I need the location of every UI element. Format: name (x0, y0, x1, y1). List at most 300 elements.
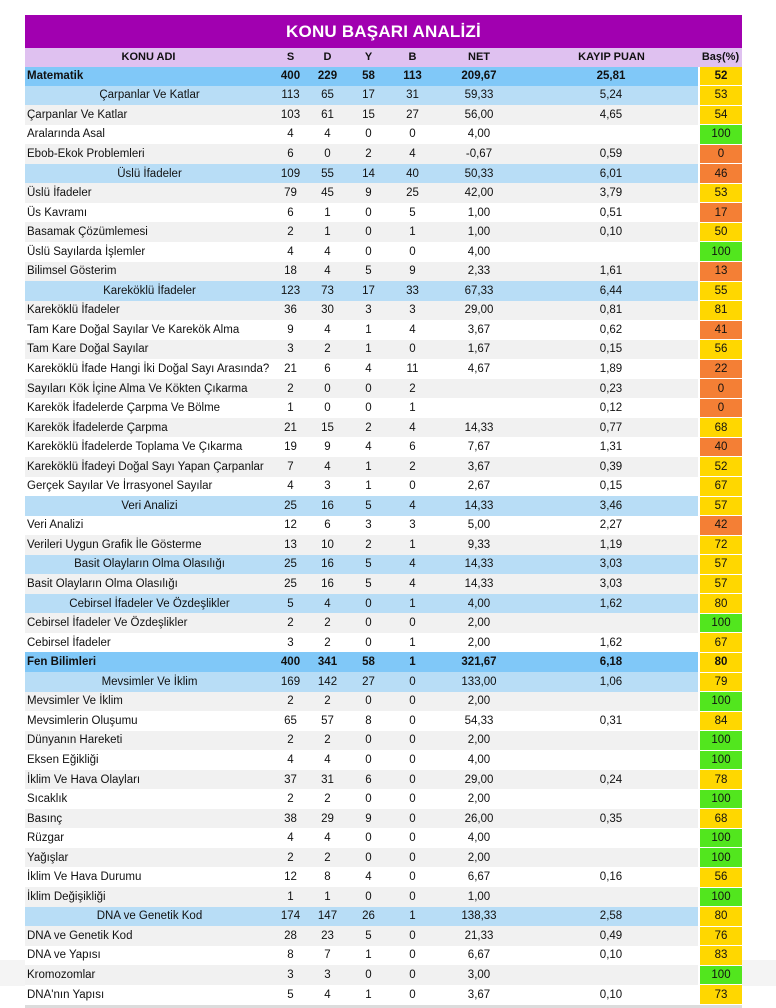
topic-name-cell: DNA ve Genetik Kod (96, 910, 203, 923)
questions-count-cell: 19 (284, 441, 297, 454)
blank-count-cell: 31 (406, 89, 419, 102)
group-row (25, 496, 742, 516)
group-row (25, 672, 742, 692)
success-percent-cell: 53 (699, 86, 742, 106)
blank-count-cell: 1 (409, 226, 416, 239)
correct-count-cell: 16 (321, 578, 334, 591)
correct-count-cell: 2 (324, 734, 331, 747)
success-percent-cell: 56 (699, 340, 742, 360)
table-row (25, 262, 742, 282)
correct-count-cell: 9 (324, 441, 331, 454)
blank-count-cell: 4 (409, 323, 416, 336)
blank-count-cell: 1 (409, 656, 416, 669)
blank-count-cell: 25 (406, 187, 419, 200)
group-row (25, 281, 742, 301)
questions-count-cell: 65 (284, 714, 297, 727)
correct-count-cell: 29 (321, 812, 334, 825)
questions-count-cell: 3 (287, 968, 294, 981)
lost-points-cell: 1,31 (599, 441, 623, 454)
net-cell: 14,33 (464, 578, 494, 591)
correct-count-cell: 2 (324, 343, 331, 356)
topic-name-cell: Üslü İfadeler (27, 187, 92, 200)
blank-count-cell: 0 (409, 871, 416, 884)
wrong-count-cell: 0 (365, 636, 372, 649)
success-percent-cell: 81 (699, 301, 742, 321)
questions-count-cell: 400 (280, 70, 301, 83)
topic-name-cell: İklim Ve Hava Olayları (27, 773, 141, 786)
correct-count-cell: 4 (324, 753, 331, 766)
questions-count-cell: 6 (287, 148, 294, 160)
questions-count-cell: 3 (287, 636, 294, 649)
net-cell: 4,00 (467, 128, 491, 141)
correct-count-cell: 341 (317, 656, 338, 669)
success-percent-cell: 100 (699, 731, 742, 751)
table-header-row (25, 48, 742, 67)
wrong-count-cell: 26 (362, 910, 375, 923)
net-cell: 6,67 (467, 949, 491, 962)
correct-count-cell: 8 (324, 871, 331, 884)
success-percent-cell: 68 (699, 418, 742, 438)
correct-count-cell: 3 (324, 480, 331, 493)
success-percent-cell: 40 (699, 437, 742, 457)
success-percent-cell: 41 (699, 320, 742, 340)
header-net: NET (468, 51, 490, 64)
correct-count-cell: 4 (324, 460, 331, 473)
blank-count-cell: 4 (409, 578, 416, 591)
questions-count-cell: 1 (287, 890, 294, 903)
success-percent-cell: 55 (699, 281, 742, 301)
topic-name-cell: Üslü İfadeler (117, 167, 182, 180)
correct-count-cell: 16 (321, 499, 334, 512)
table-row (25, 828, 742, 848)
table-row (25, 203, 742, 223)
success-analysis-sheet (25, 15, 742, 1008)
topic-name-cell: Matematik (27, 70, 84, 83)
table-bottom-border (25, 1005, 742, 1008)
questions-count-cell: 21 (284, 421, 297, 434)
correct-count-cell: 7 (324, 949, 331, 962)
subject-row (25, 67, 742, 86)
correct-count-cell: 2 (324, 617, 331, 630)
correct-count-cell: 1 (324, 206, 331, 219)
table-row (25, 105, 742, 125)
topic-name-cell: Basamak Çözümlemesi (27, 226, 148, 239)
wrong-count-cell: 1 (365, 949, 372, 962)
header-success-percent: Baş(%) (701, 51, 740, 64)
blank-count-cell: 4 (409, 421, 416, 434)
table-row (25, 418, 742, 438)
blank-count-cell: 0 (409, 734, 416, 747)
success-percent-cell: 67 (699, 633, 742, 653)
lost-points-cell: 0,35 (599, 812, 623, 825)
blank-count-cell: 0 (409, 949, 416, 962)
topic-name-cell: Karekök İfadelerde Çarpma Ve Bölme (27, 402, 221, 415)
wrong-count-cell: 0 (365, 245, 372, 258)
net-cell: 321,67 (461, 656, 497, 669)
wrong-count-cell: 0 (365, 695, 372, 708)
correct-count-cell: 4 (324, 245, 331, 258)
success-percent-cell: 0 (699, 379, 742, 399)
correct-count-cell: 0 (324, 402, 331, 415)
table-row (25, 926, 742, 946)
lost-points-cell: 1,62 (599, 597, 623, 610)
net-cell: 7,67 (467, 441, 491, 454)
group-row (25, 86, 742, 106)
table-row (25, 731, 742, 751)
correct-count-cell: 142 (317, 675, 338, 688)
success-percent-cell: 46 (699, 164, 742, 184)
blank-count-cell: 0 (409, 753, 416, 766)
topic-name-cell: Çarpanlar Ve Katlar (99, 89, 200, 102)
net-cell: 4,00 (467, 753, 491, 766)
success-percent-cell: 100 (699, 887, 742, 907)
questions-count-cell: 12 (284, 871, 297, 884)
lost-points-cell: 3,03 (599, 578, 623, 591)
topic-name-cell: Eksen Eğikliği (27, 753, 99, 766)
lost-points-cell (524, 965, 699, 985)
header-b: B (408, 51, 417, 64)
wrong-count-cell: 4 (365, 441, 372, 454)
table-row (25, 789, 742, 809)
success-percent-cell: 17 (699, 203, 742, 223)
questions-count-cell: 25 (284, 499, 297, 512)
success-percent-cell: 83 (699, 946, 742, 966)
topic-name-cell: Çarpanlar Ve Katlar (27, 108, 128, 121)
lost-points-cell: 0,81 (599, 304, 623, 317)
blank-count-cell: 40 (406, 167, 419, 180)
success-percent-cell: 76 (699, 926, 742, 946)
wrong-count-cell: 9 (365, 812, 372, 825)
net-cell: 59,33 (464, 89, 494, 102)
correct-count-cell: 2 (324, 851, 331, 864)
wrong-count-cell: 0 (365, 128, 372, 141)
group-row (25, 555, 742, 575)
wrong-count-cell: 17 (362, 284, 375, 297)
lost-points-cell: 0,62 (599, 323, 623, 336)
success-percent-cell: 100 (699, 242, 742, 262)
topic-name-cell: Kareköklü İfadeyi Doğal Sayı Yapan Çarpanlar (27, 460, 264, 473)
net-cell: 14,33 (464, 499, 494, 512)
lost-points-cell: 0,12 (599, 402, 623, 415)
success-percent-cell: 57 (699, 496, 742, 516)
table-row (25, 144, 742, 164)
table-row (25, 848, 742, 868)
questions-count-cell: 8 (287, 949, 294, 962)
wrong-count-cell: 0 (365, 597, 372, 610)
net-cell (434, 398, 524, 418)
net-cell: 3,67 (467, 988, 491, 1001)
table-row (25, 535, 742, 555)
success-percent-cell: 100 (699, 828, 742, 848)
correct-count-cell: 2 (324, 636, 331, 649)
net-cell: 3,67 (467, 460, 491, 473)
wrong-count-cell: 58 (362, 70, 375, 83)
correct-count-cell: 4 (324, 128, 331, 141)
net-cell: 4,00 (467, 832, 491, 845)
wrong-count-cell: 0 (365, 753, 372, 766)
blank-count-cell: 0 (409, 695, 416, 708)
success-percent-cell: 68 (699, 809, 742, 829)
correct-count-cell: 16 (321, 558, 334, 571)
lost-points-cell: 1,19 (599, 538, 623, 551)
table-row (25, 516, 742, 536)
topic-name-cell: Basınç (27, 812, 63, 825)
net-cell: 1,67 (467, 343, 491, 356)
correct-count-cell: 45 (321, 187, 334, 200)
net-cell: 4,00 (467, 597, 491, 610)
success-percent-cell: 57 (699, 574, 742, 594)
table-row (25, 437, 742, 457)
topic-name-cell: Tam Kare Doğal Sayılar (27, 343, 149, 356)
blank-count-cell: 1 (409, 636, 416, 649)
topic-name-cell: Fen Bilimleri (27, 656, 97, 669)
success-percent-cell: 50 (699, 222, 742, 242)
wrong-count-cell: 2 (365, 148, 372, 160)
topic-name-cell: Kareköklü İfadeler (27, 304, 120, 317)
blank-count-cell: 1 (409, 597, 416, 610)
blank-count-cell: 2 (409, 460, 416, 473)
questions-count-cell: 1 (287, 402, 294, 415)
topic-name-cell: Kareköklü İfade Hangi İki Doğal Sayı Arasında? (27, 363, 270, 376)
lost-points-cell (524, 613, 699, 633)
correct-count-cell: 15 (321, 421, 334, 434)
header-topic-name: KONU ADI (121, 51, 176, 64)
blank-count-cell: 0 (409, 773, 416, 786)
net-cell: 2,67 (467, 480, 491, 493)
success-percent-cell: 100 (699, 965, 742, 985)
questions-count-cell: 109 (280, 167, 301, 180)
topic-name-cell: DNA'nın Yapısı (27, 988, 105, 1001)
net-cell: 1,00 (467, 890, 491, 903)
lost-points-cell: 0,16 (599, 871, 623, 884)
header-y: Y (364, 51, 373, 64)
success-percent-cell: 52 (699, 67, 742, 86)
net-cell: 3,67 (467, 323, 491, 336)
topic-name-cell: Sıcaklık (27, 793, 68, 806)
topic-name-cell: Üs Kavramı (27, 206, 88, 219)
lost-points-cell: 0,15 (599, 343, 623, 356)
lost-points-cell: 0,24 (599, 773, 623, 786)
lost-points-cell (524, 731, 699, 751)
wrong-count-cell: 5 (365, 558, 372, 571)
blank-count-cell: 33 (406, 284, 419, 297)
net-cell: 26,00 (464, 812, 494, 825)
blank-count-cell: 0 (409, 128, 416, 141)
correct-count-cell: 1 (324, 890, 331, 903)
table-row (25, 867, 742, 887)
topic-name-cell: İklim Değişikliği (27, 890, 106, 903)
blank-count-cell: 4 (409, 499, 416, 512)
lost-points-cell: 0,31 (599, 714, 623, 727)
blank-count-cell: 0 (409, 617, 416, 630)
questions-count-cell: 6 (287, 206, 294, 219)
topic-name-cell: Cebirsel İfadeler (27, 636, 111, 649)
wrong-count-cell: 1 (365, 343, 372, 356)
questions-count-cell: 113 (281, 89, 300, 102)
net-cell: 2,00 (467, 793, 491, 806)
net-cell: 133,00 (461, 675, 497, 688)
topic-name-cell: Cebirsel İfadeler Ve Özdeşlikler (69, 597, 230, 610)
lost-points-cell: 1,06 (599, 675, 623, 688)
net-cell: 21,33 (464, 929, 494, 942)
correct-count-cell: 4 (324, 265, 331, 278)
net-cell: 29,00 (464, 304, 494, 317)
topic-name-cell: DNA ve Yapısı (27, 949, 101, 962)
table-row (25, 711, 742, 731)
wrong-count-cell: 5 (365, 499, 372, 512)
correct-count-cell: 4 (324, 832, 331, 845)
net-cell: 14,33 (464, 558, 494, 571)
success-percent-cell: 80 (699, 594, 742, 614)
success-percent-cell: 73 (699, 985, 742, 1005)
wrong-count-cell: 0 (365, 206, 372, 219)
header-s: S (286, 51, 295, 64)
topic-name-cell: Sayıları Kök İçine Alma Ve Kökten Çıkarma (27, 382, 248, 395)
lost-points-cell (524, 789, 699, 809)
wrong-count-cell: 0 (365, 968, 372, 981)
lost-points-cell: 3,79 (599, 187, 623, 200)
lost-points-cell: 0,10 (599, 226, 623, 239)
net-cell: 54,33 (464, 714, 494, 727)
net-cell: 5,00 (467, 519, 491, 532)
table-row (25, 985, 742, 1005)
blank-count-cell: 27 (406, 108, 419, 121)
topic-name-cell: Mevsimlerin Oluşumu (27, 714, 138, 727)
net-cell: 2,00 (467, 851, 491, 864)
blank-count-cell: 0 (409, 343, 416, 356)
topic-name-cell: Veri Analizi (121, 499, 178, 512)
topic-name-cell: Kareköklü İfadelerde Toplama Ve Çıkarma (27, 441, 243, 454)
correct-count-cell: 57 (321, 714, 334, 727)
lost-points-cell: 0,59 (599, 148, 623, 160)
topic-name-cell: İklim Ve Hava Durumu (27, 871, 142, 884)
lost-points-cell: 5,24 (599, 89, 623, 102)
correct-count-cell: 147 (317, 910, 338, 923)
topic-name-cell: Tam Kare Doğal Sayılar Ve Karekök Alma (27, 323, 240, 336)
net-cell: 1,00 (467, 206, 491, 219)
topic-name-cell: Kareköklü İfadeler (103, 284, 196, 297)
topic-name-cell: Gerçek Sayılar Ve İrrasyonel Sayılar (27, 480, 213, 493)
topic-name-cell: Verileri Uygun Grafik İle Gösterme (27, 538, 202, 551)
correct-count-cell: 61 (321, 108, 334, 121)
questions-count-cell: 38 (284, 812, 297, 825)
lost-points-cell: 25,81 (596, 70, 626, 83)
correct-count-cell: 2 (324, 793, 331, 806)
net-cell: 67,33 (464, 284, 494, 297)
topic-name-cell: DNA ve Genetik Kod (27, 929, 133, 942)
questions-count-cell: 174 (280, 910, 301, 923)
topic-name-cell: Kromozomlar (27, 968, 96, 981)
questions-count-cell: 4 (287, 480, 294, 493)
net-cell: 14,33 (464, 421, 494, 434)
wrong-count-cell: 3 (365, 519, 372, 532)
questions-count-cell: 5 (287, 988, 294, 1001)
correct-count-cell: 10 (321, 538, 334, 551)
correct-count-cell: 3 (324, 968, 331, 981)
questions-count-cell: 37 (284, 773, 297, 786)
group-row (25, 164, 742, 184)
topic-name-cell: Ebob-Ekok Problemleri (27, 148, 145, 160)
wrong-count-cell: 1 (365, 988, 372, 1001)
net-cell: 42,00 (464, 187, 494, 200)
success-percent-cell: 100 (699, 848, 742, 868)
success-percent-cell: 80 (699, 907, 742, 927)
questions-count-cell: 2 (287, 793, 294, 806)
table-row (25, 301, 742, 321)
correct-count-cell: 4 (324, 323, 331, 336)
lost-points-cell: 0,51 (599, 206, 623, 219)
table-row (25, 750, 742, 770)
success-percent-cell: 0 (699, 398, 742, 418)
net-cell: 29,00 (464, 773, 494, 786)
wrong-count-cell: 0 (365, 832, 372, 845)
correct-count-cell: 229 (317, 70, 338, 83)
lost-points-cell (524, 692, 699, 712)
lost-points-cell: 0,23 (599, 382, 623, 395)
questions-count-cell: 7 (287, 460, 294, 473)
net-cell: 6,67 (467, 871, 491, 884)
wrong-count-cell: 6 (365, 773, 372, 786)
wrong-count-cell: 0 (365, 382, 372, 395)
topic-name-cell: Mevsimler Ve İklim (27, 695, 123, 708)
net-cell: 209,67 (461, 70, 497, 83)
table-row (25, 965, 742, 985)
wrong-count-cell: 5 (365, 929, 372, 942)
blank-count-cell: 0 (409, 929, 416, 942)
net-cell: 138,33 (461, 910, 497, 923)
correct-count-cell: 23 (321, 929, 334, 942)
blank-count-cell: 4 (409, 558, 416, 571)
table-row (25, 809, 742, 829)
lost-points-cell: 0,77 (599, 421, 623, 434)
topic-name-cell: Mevsimler Ve İklim (101, 675, 198, 688)
table-row (25, 320, 742, 340)
success-percent-cell: 13 (699, 262, 742, 282)
table-row (25, 770, 742, 790)
table-row (25, 183, 742, 203)
questions-count-cell: 36 (284, 304, 297, 317)
correct-count-cell: 0 (324, 382, 331, 395)
blank-count-cell: 3 (409, 519, 416, 532)
questions-count-cell: 25 (284, 578, 297, 591)
table-row (25, 222, 742, 242)
blank-count-cell: 0 (409, 675, 416, 688)
blank-count-cell: 3 (409, 304, 416, 317)
wrong-count-cell: 0 (365, 890, 372, 903)
wrong-count-cell: 0 (365, 226, 372, 239)
blank-count-cell: 0 (409, 890, 416, 903)
wrong-count-cell: 0 (365, 851, 372, 864)
lost-points-cell: 3,03 (599, 558, 623, 571)
topic-name-cell: Basit Olayların Olma Olasılığı (74, 558, 225, 571)
table-row (25, 633, 742, 653)
success-percent-cell: 100 (699, 789, 742, 809)
blank-count-cell: 6 (409, 441, 416, 454)
wrong-count-cell: 0 (365, 617, 372, 630)
lost-points-cell (524, 887, 699, 907)
success-percent-cell: 100 (699, 692, 742, 712)
questions-count-cell: 2 (287, 617, 294, 630)
net-cell: 2,33 (467, 265, 491, 278)
lost-points-cell (524, 750, 699, 770)
wrong-count-cell: 8 (365, 714, 372, 727)
lost-points-cell: 4,65 (599, 108, 623, 121)
success-percent-cell: 54 (699, 105, 742, 125)
correct-count-cell: 1 (324, 226, 331, 239)
correct-count-cell: 4 (324, 988, 331, 1001)
table-row (25, 613, 742, 633)
lost-points-cell (524, 125, 699, 145)
